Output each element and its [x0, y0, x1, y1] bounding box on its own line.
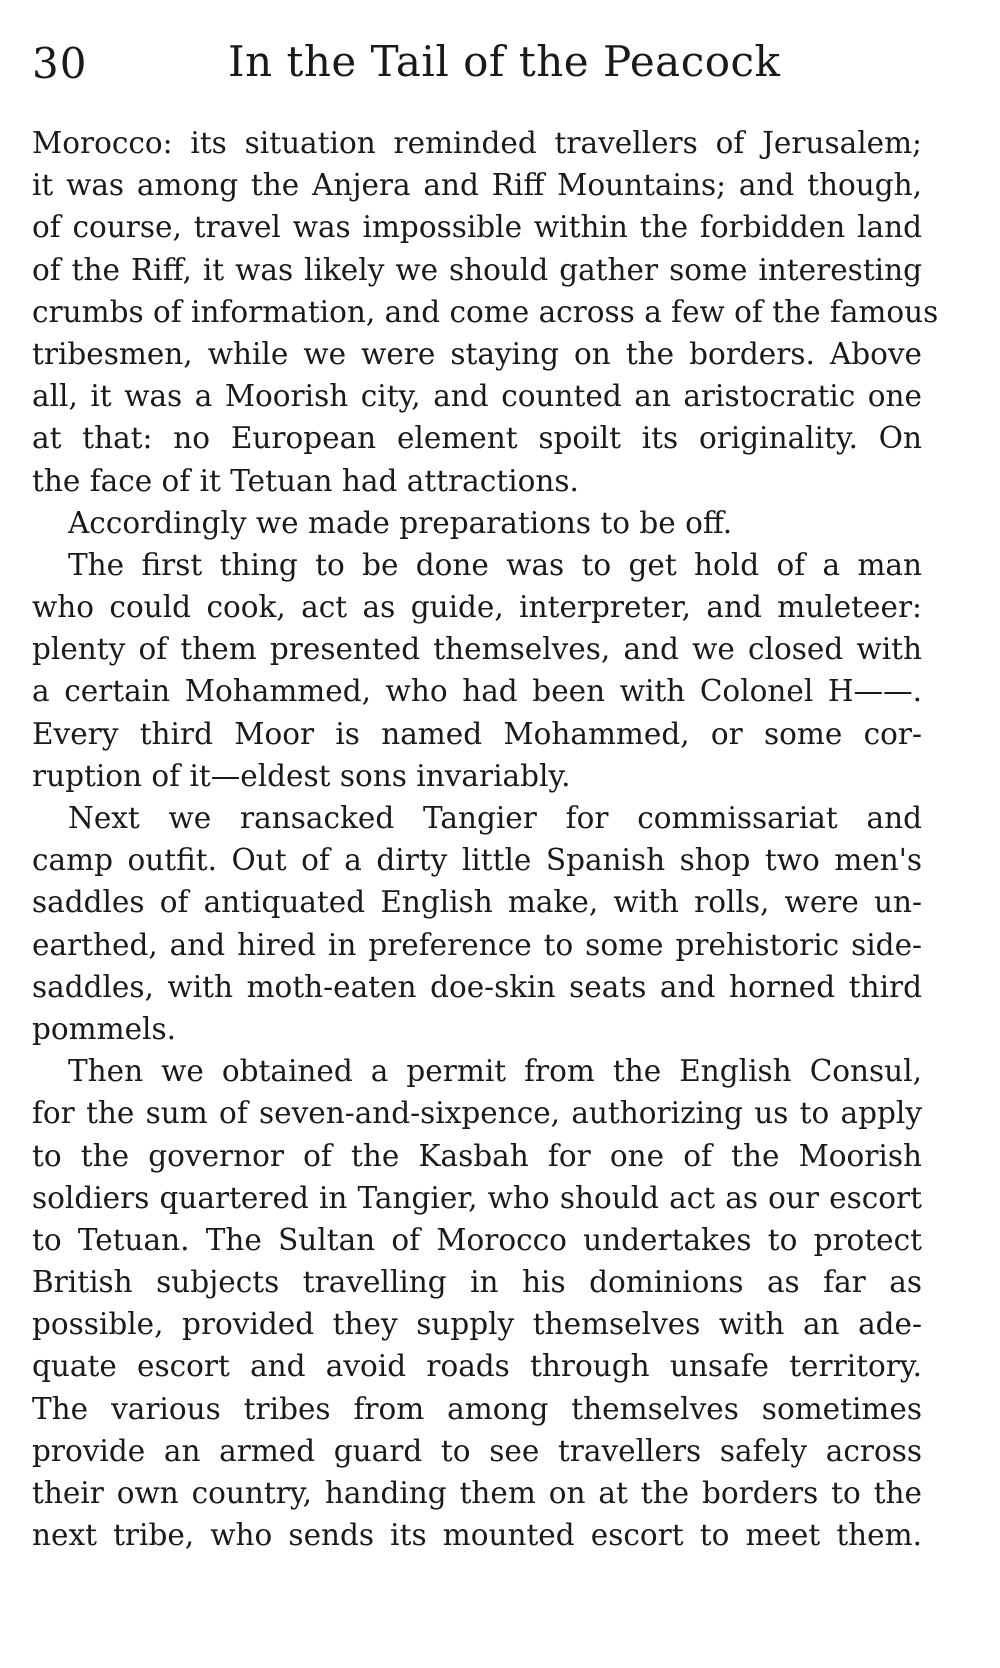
body-text [32, 122, 939, 1556]
text-line: quate escort and avoid roads through unsafe territory. [32, 1349, 922, 1384]
text-line: crumbs of information, and come across a few of the famous [32, 294, 939, 329]
text-line: to Tetuan. The Sultan of Morocco undertakes to protect [32, 1222, 922, 1257]
text-line: Morocco: its situation reminded travellers of Jerusalem; [32, 126, 922, 160]
paragraph-first-line: Next we ransacked Tangier for commissariat and [68, 801, 922, 835]
text-line: at that: no European element spoilt its originality. On [32, 421, 922, 456]
text-line: saddles, with moth-eaten doe-skin seats and horned third [32, 969, 922, 1004]
paragraph-first-line: The first thing to be done was to get hold of a man [68, 547, 922, 582]
text-line: camp outfit. Out of a dirty little Spanish shop two men's [32, 843, 922, 878]
paragraph-first-line: Accordingly we made preparations to be off. [68, 505, 733, 540]
text-line: pommels. [32, 1011, 176, 1046]
text-line: tribesmen, while we were staying on the borders. Above [32, 336, 922, 371]
page-number: 30 [32, 39, 88, 88]
text-line: their own country, handing them on at the borders to the [32, 1476, 922, 1510]
text-line: next tribe, who sends its mounted escort to meet them. [32, 1518, 922, 1553]
text-line: a certain Mohammed, who had been with Colonel H——. [32, 674, 922, 709]
text-line: it was among the Anjera and Riff Mountains; and though, [32, 168, 922, 203]
text-line: British subjects travelling in his dominions as far as [32, 1265, 922, 1300]
text-line: ruption of it—eldest sons invariably. [32, 758, 571, 793]
text-line: possible, provided they supply themselves with an ade- [32, 1307, 922, 1342]
text-line: Every third Moor is named Mohammed, or some cor- [32, 716, 922, 751]
text-line: soldiers quartered in Tangier, who should act as our escort [32, 1180, 922, 1215]
text-line: for the sum of seven-and-sixpence, authorizing us to apply [32, 1096, 922, 1131]
text-line: provide an armed guard to see travellers safely across [32, 1433, 922, 1468]
text-line: The various tribes from among themselves sometimes [32, 1391, 922, 1426]
text-line: all, it was a Moorish city, and counted an aristocratic one [32, 379, 922, 414]
text-line: saddles of antiquated English make, with rolls, were un- [32, 885, 922, 920]
text-line: who could cook, act as guide, interpreter, and muleteer: [32, 590, 922, 625]
running-title: In the Tail of the Peacock [228, 37, 781, 86]
text-line: plenty of them presented themselves, and we closed with [32, 632, 922, 667]
text-line: the face of it Tetuan had attractions. [32, 463, 579, 498]
text-line: earthed, and hired in preference to some prehistoric side- [32, 927, 922, 962]
text-line: to the governor of the Kasbah for one of the Moorish [32, 1138, 922, 1173]
text-line: of the Riff, it was likely we should gather some interesting [32, 252, 922, 287]
paragraph-first-line: Then we obtained a permit from the English Consul, [68, 1054, 922, 1089]
text-line: of course, travel was impossible within the forbidden land [32, 210, 922, 245]
